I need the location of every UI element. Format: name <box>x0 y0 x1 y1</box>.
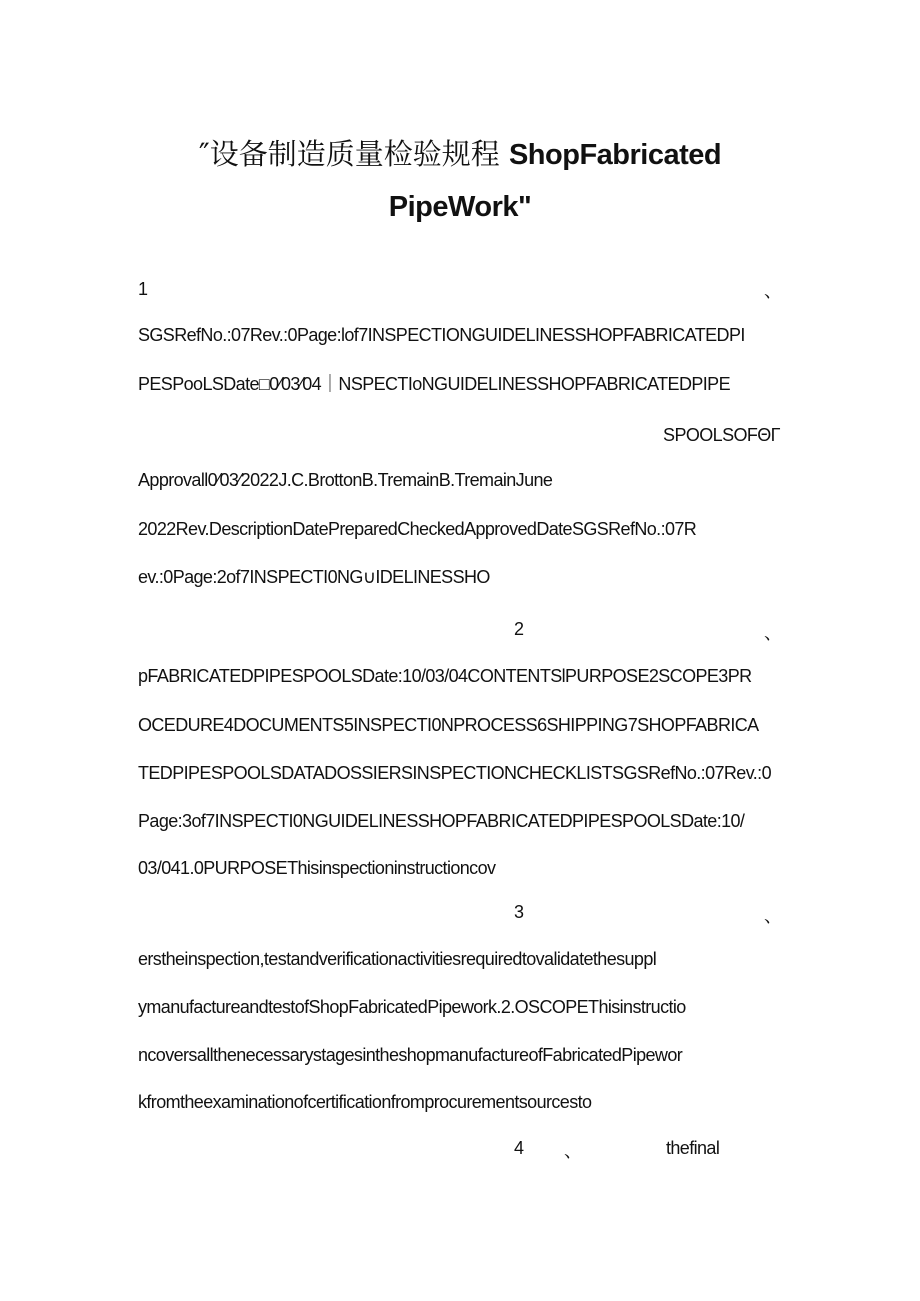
title-line2: PipeWork" <box>388 191 532 223</box>
text-line: ymanufactureandtestofShopFabricatedPipework.2.OSCOPEThisinstructio <box>138 997 686 1017</box>
page-mark-3: 、 <box>764 906 782 926</box>
page-number-3: 3 <box>514 902 525 922</box>
text-line: pFABRICATEDPIPESPOOLSDate:10/03/04CONTENTSlPURPOSE2SCOPE3PR <box>138 666 752 686</box>
text-line: 03/041.0PURPOSEThisinspectioninstructioncov <box>138 858 496 878</box>
text-line: kfromtheexaminationofcertificationfromprocurementsourcesto <box>138 1092 592 1112</box>
text-line: SGSRefNo.:07Rev.:0Page:lof7INSPECTIONGUIDELINESSHOPFABRICATEDPI <box>138 325 745 345</box>
document-title-line1 <box>60 132 860 173</box>
page-mark-2: 、 <box>764 623 782 643</box>
page-mark-4: 、 <box>564 1141 582 1161</box>
text-line: ev.:0Page:2of7INSPECTI0NG∪IDELINESSHO <box>138 567 490 587</box>
title-latin: ShopFabricated <box>508 139 722 171</box>
text-line: OCEDURE4DOCUMENTS5INSPECTI0NPROCESS6SHIPPING7SHOPFABRICA <box>138 715 759 735</box>
title-cjk: ″设备制造质量检验规程 <box>198 137 509 171</box>
page-number-1: 1 <box>138 279 149 299</box>
text-line: ncoversallthenecessarystagesintheshopmanufactureofFabricatedPipewor <box>138 1045 683 1065</box>
page-number-4: 4 <box>514 1138 525 1158</box>
text-line: erstheinspection,testandverificationactivitiesrequiredtovalidatethesuppl <box>138 949 657 969</box>
text-line: 2022Rev.DescriptionDatePreparedCheckedApprovedDateSGSRefNo.:07R <box>138 519 697 539</box>
tail-text: thefinal <box>666 1138 720 1158</box>
page-mark-1: 、 <box>764 281 782 301</box>
text-line: TEDPIPESPOOLSDATADOSSIERSINSPECTIONCHECKLISTSGSRefNo.:07Rev.:0 <box>138 763 771 783</box>
text-line: SPOOLSOFΘΓ <box>663 425 780 445</box>
text-line: Page:3of7INSPECTI0NGUIDELINESSHOPFABRICATEDPIPESPOOLSDate:10/ <box>138 811 745 831</box>
text-line: PESPooLSDate□0⁄03⁄04｜NSPECTIoNGUIDELINESSHOPFABRICATEDPIPE <box>138 374 730 394</box>
text-line: Approvall0⁄03⁄2022J.C.BrottonB.TremainB.TremainJune <box>138 470 553 490</box>
page-number-2: 2 <box>514 619 525 639</box>
document-title-line2 <box>60 191 860 224</box>
